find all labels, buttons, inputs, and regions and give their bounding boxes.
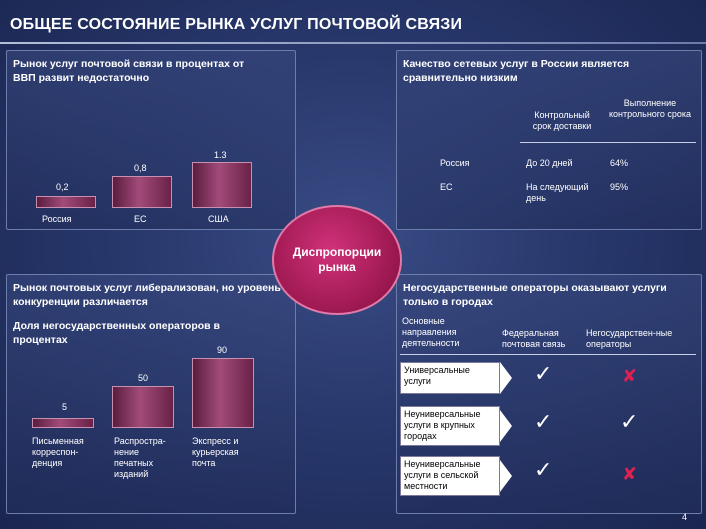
- bar-share-press: [112, 386, 174, 428]
- market-disproportion-circle: [272, 205, 402, 315]
- share-cat-express: Экспресс и курьерская почта: [192, 436, 239, 468]
- competition-panel-heading: Рынок почтовых услуг либерализован, но уровень конкуренции различается: [13, 282, 281, 308]
- quality-header-line: [520, 142, 696, 143]
- page-title: ОБЩЕЕ СОСТОЯНИЕ РЫНКА УСЛУГ ПОЧТОВОЙ СВЯЗИ: [10, 16, 463, 33]
- bar-gdp-eu: [112, 176, 172, 208]
- universal-nongov-cross-icon: ✘: [622, 366, 638, 387]
- market-disproportion-label: Диспропорции рынка: [292, 245, 382, 274]
- operators-col-federal: Федеральная почтовая связь: [502, 328, 566, 349]
- quality-row-russia-pct: 64%: [610, 158, 629, 168]
- bar-share-express: [192, 358, 254, 428]
- gdp-cat-eu: ЕС: [134, 214, 147, 224]
- gdp-cat-russia: Россия: [42, 214, 72, 224]
- share-label-press: 50: [138, 373, 149, 383]
- gdp-label-russia: 0,2: [56, 182, 69, 192]
- title-divider: [0, 42, 706, 44]
- quality-row-russia-name: Россия: [440, 158, 470, 168]
- gdp-label-usa: 1.3: [214, 150, 227, 160]
- gdp-panel-heading: Рынок услуг почтовой связи в процентах от ВВП развит недостаточно: [13, 58, 245, 84]
- quality-col-term: Контрольный срок доставки: [532, 110, 592, 131]
- quality-panel-heading: Качество сетевых услуг в России является сравнительно низким: [403, 58, 630, 84]
- quality-row-russia-term: До 20 дней: [526, 158, 573, 168]
- operators-header-line: [400, 354, 696, 355]
- service-row-universal-arrow: [500, 362, 512, 394]
- service-row-rural-arrow: [500, 460, 512, 492]
- service-row-universal: Универсальные услуги: [400, 362, 500, 394]
- share-label-letters: 5: [62, 402, 68, 412]
- gdp-label-eu: 0,8: [134, 163, 147, 173]
- universal-federal-check-icon: ✓: [534, 362, 553, 387]
- rural-nongov-cross-icon: ✘: [622, 464, 638, 485]
- operators-col-nongov: Негосударствен-ные операторы: [586, 328, 673, 349]
- share-label-express: 90: [217, 345, 228, 355]
- service-row-rural: Неуниверсальные услуги в сельской местности: [400, 456, 500, 496]
- quality-row-eu-name: ЕС: [440, 182, 453, 192]
- share-cat-letters: Письменная корреспон-денция: [32, 436, 84, 468]
- competition-panel-subheading: Доля негосударственных операторов в процентах: [13, 320, 220, 346]
- big-cities-nongov-check-icon: ✓: [620, 410, 639, 435]
- service-row-big-cities-arrow: [500, 410, 512, 442]
- page-number: 4: [682, 512, 688, 522]
- operators-col-direction: Основные направления деятельности: [402, 316, 460, 348]
- share-cat-press: Распростра-нение печатных изданий: [114, 436, 166, 479]
- quality-row-eu-pct: 95%: [610, 182, 629, 192]
- quality-row-eu-term: На следующий день: [526, 182, 589, 203]
- bar-gdp-russia: [36, 196, 96, 208]
- quality-col-pct: Выполнение контрольного срока: [608, 98, 692, 119]
- gdp-cat-usa: США: [208, 214, 229, 224]
- service-row-big-cities: Неуниверсальные услуги в крупных городах: [400, 406, 500, 446]
- bar-share-letters: [32, 418, 94, 428]
- big-cities-federal-check-icon: ✓: [534, 410, 553, 435]
- bar-gdp-usa: [192, 162, 252, 208]
- operators-panel-heading: Негосударственные операторы оказывают услуги только в городах: [403, 282, 667, 308]
- rural-federal-check-icon: ✓: [534, 458, 553, 483]
